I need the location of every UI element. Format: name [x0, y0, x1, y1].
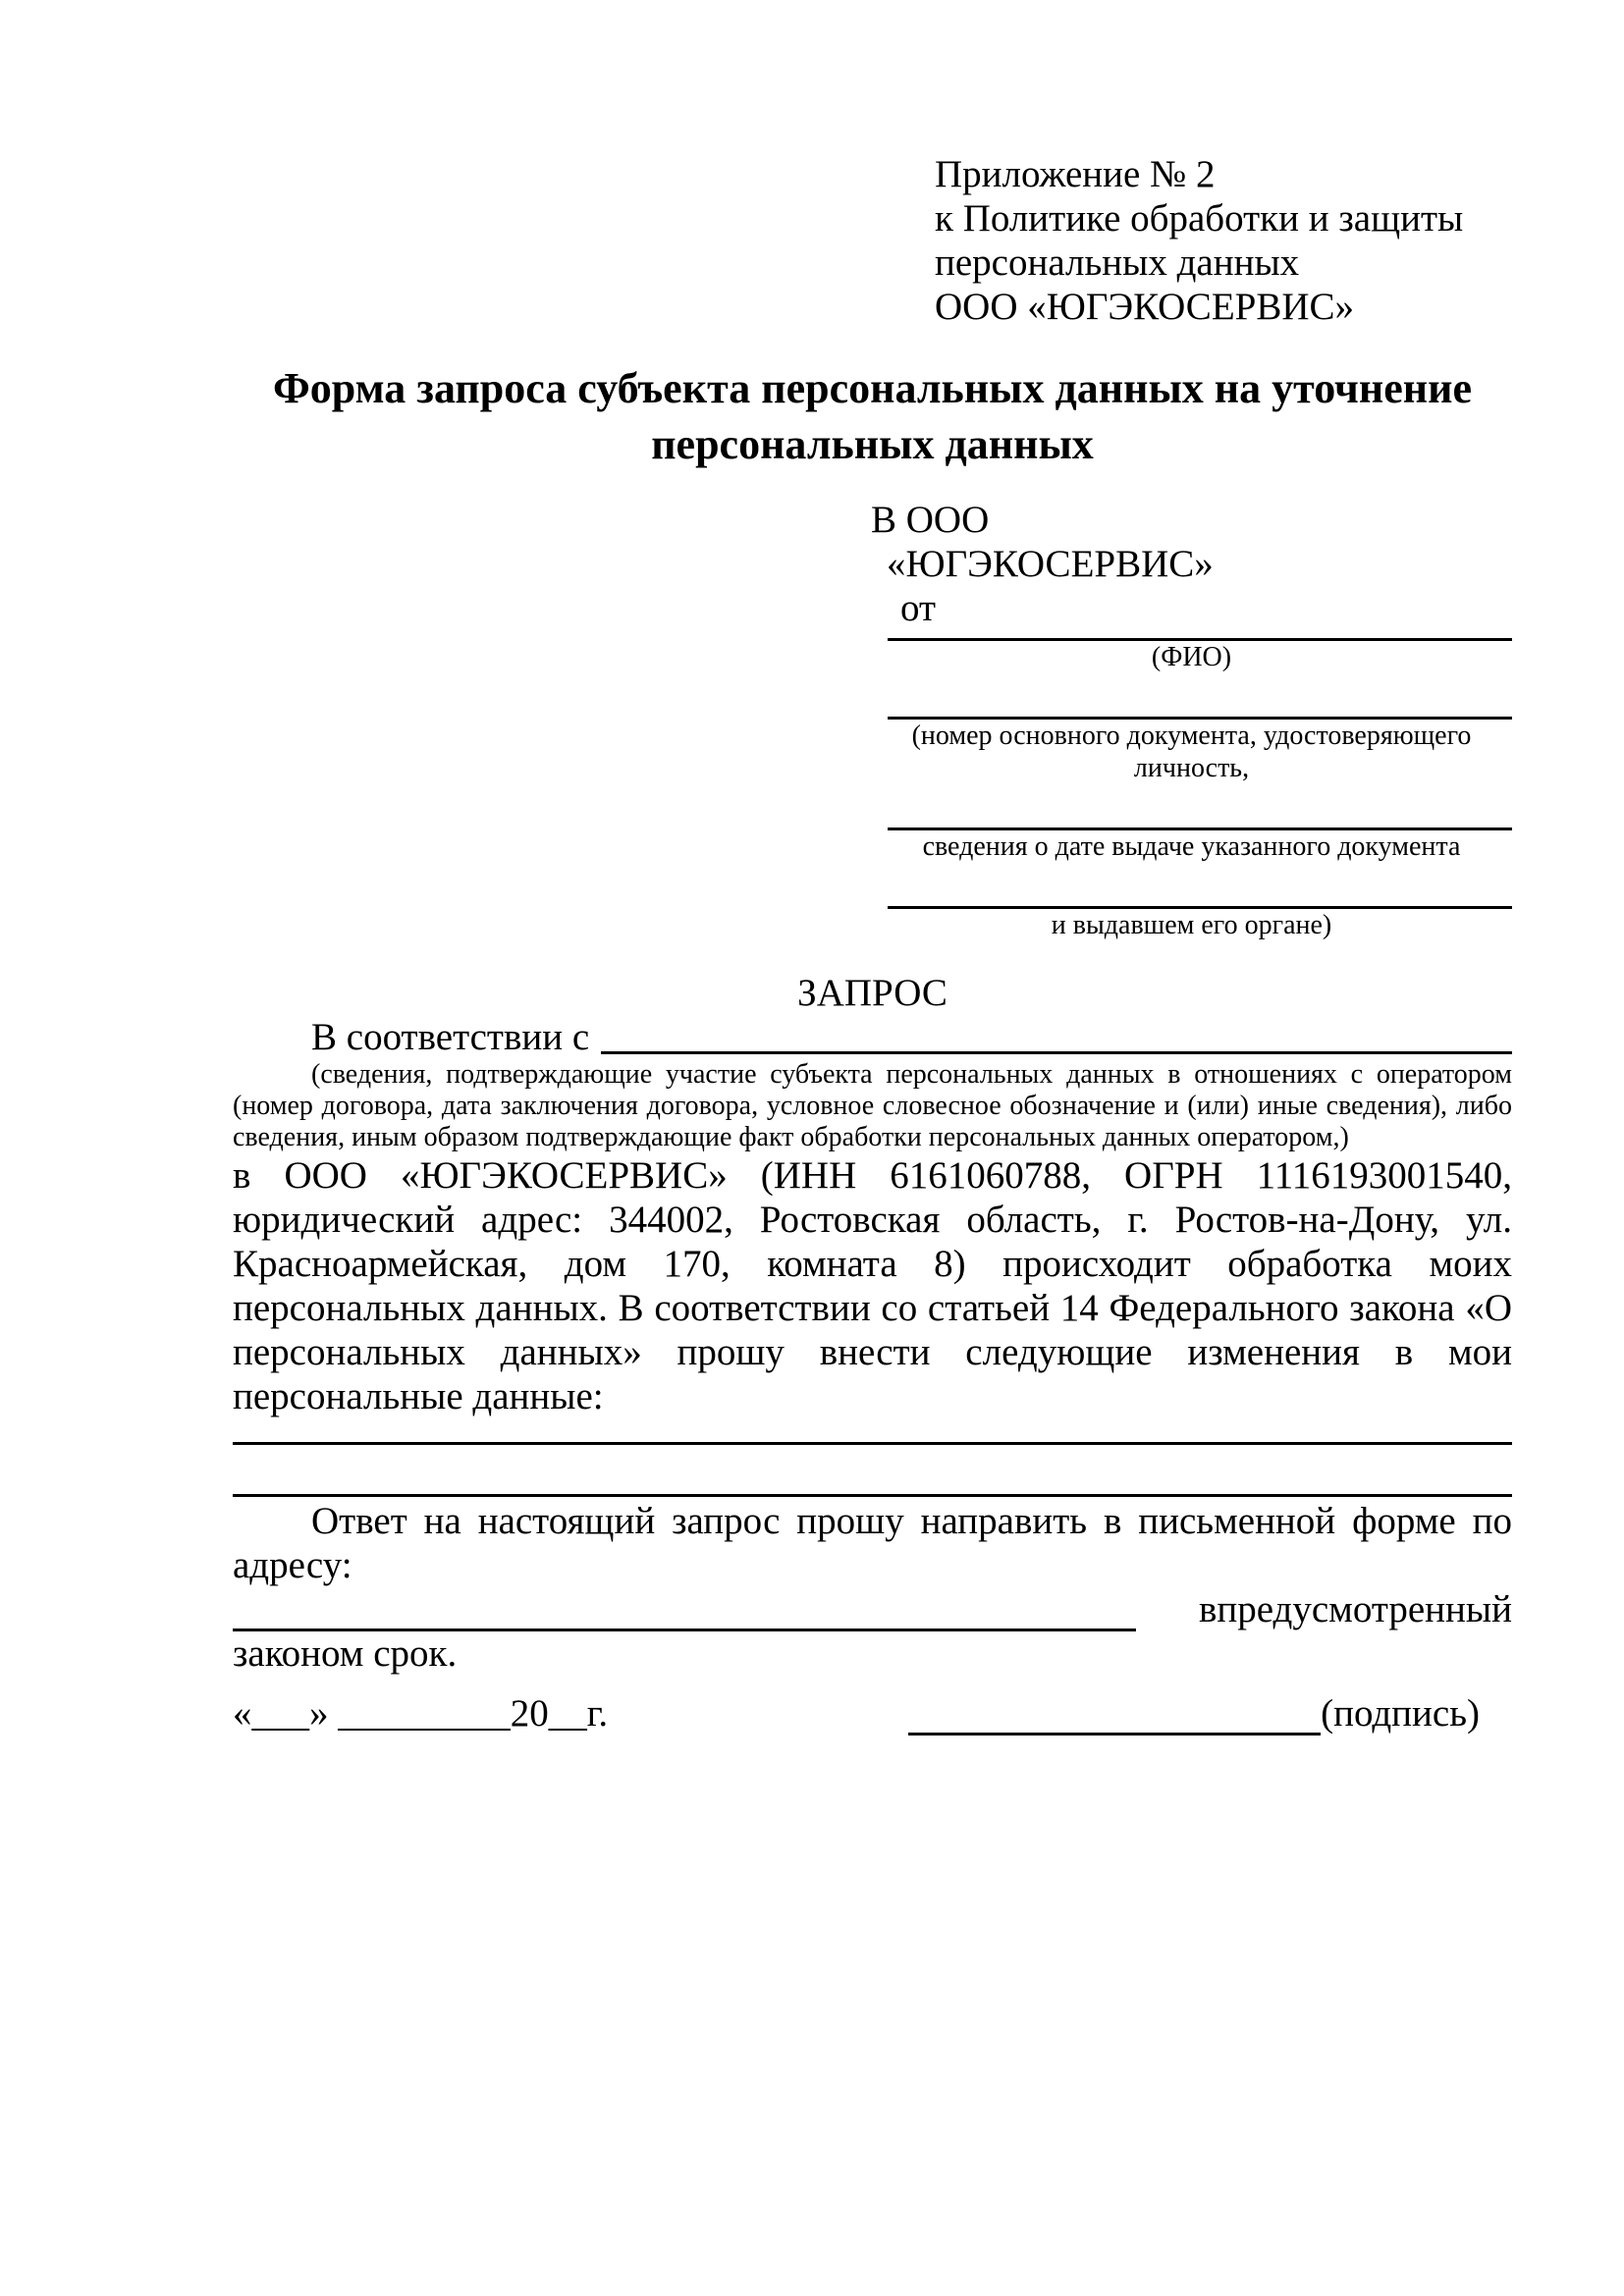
changes-blank-line-1	[233, 1418, 1512, 1445]
fio-caption: (ФИО)	[1151, 642, 1232, 672]
reply-line-2	[233, 1587, 1512, 1631]
annex-line-3: ООО «ЮГЭКОСЕРВИС»	[935, 286, 1355, 328]
annex-block	[935, 152, 1524, 329]
reply-word-v: в	[1198, 1588, 1218, 1630]
issue-date-caption: сведения о дате выдаче указанного документа	[922, 831, 1461, 862]
annex-line-1: Приложение № 2	[935, 153, 1216, 195]
body-paragraph: в ООО «ЮГЭКОСЕРВИС» (ИНН 6161060788, ОГРН 1116193001540, юридический адрес: 344002, Ростовская область, г. Ростов-на-Дону, ул. Красноармейская, дом 170, комната 8) происходит обработка моих персональных данных. В соответствии со статьей 14 Федерального закона «О персональных данных» прошу внести следующие изменения в мои персональные данные:	[233, 1154, 1512, 1417]
addressee-block	[871, 498, 1512, 941]
issuing-authority-blank-line	[888, 902, 1512, 909]
addressee-line-1: В ООО	[871, 499, 990, 541]
addressee-line-2: «ЮГЭКОСЕРВИС»	[887, 543, 1214, 585]
changes-blank-line-2	[233, 1445, 1512, 1497]
addressee-line-3: от	[900, 587, 937, 629]
signature-blank-line	[908, 1699, 1321, 1735]
id-document-caption: (номер основного документа, удостоверяющего личность,	[911, 721, 1472, 783]
accordance-blank-line	[601, 1015, 1512, 1054]
signature-group	[908, 1691, 1480, 1735]
id-document-blank-line	[888, 713, 1512, 720]
reply-word-predusmotrenny: предусмотренный	[1217, 1588, 1512, 1630]
accordance-line	[233, 1015, 1512, 1059]
accordance-prefix: В соответствии с	[311, 1016, 590, 1058]
accordance-note: (сведения, подтверждающие участие субъекта персональных данных в отношениях с оператором (номер договора, дата заключения договора, условное словесное обозначение и (или) иные сведения), либо сведения, иным образом подтверждающие факт обработки персональных данных оператором,)	[233, 1059, 1512, 1152]
issuing-authority-caption: и выдавшем его органе)	[1051, 910, 1332, 940]
reply-line-3: законом срок.	[233, 1632, 458, 1675]
date-signature-row	[233, 1691, 1512, 1735]
issue-date-blank-line	[888, 824, 1512, 830]
annex-line-2: к Политике обработки и защиты персональных данных	[935, 197, 1464, 284]
reply-address-blank-line	[233, 1590, 1136, 1631]
reply-line-1: Ответ на настоящий запрос прошу направить в письменной форме по адресу:	[233, 1500, 1512, 1586]
signature-caption: (подпись)	[1321, 1692, 1480, 1735]
date-blank-text: «___» _________20__г.	[233, 1692, 609, 1735]
fio-blank-line	[888, 630, 1512, 641]
page-title: Форма запроса субъекта персональных данных на уточнение персональных данных	[273, 364, 1472, 468]
request-heading: ЗАПРОС	[797, 972, 947, 1014]
